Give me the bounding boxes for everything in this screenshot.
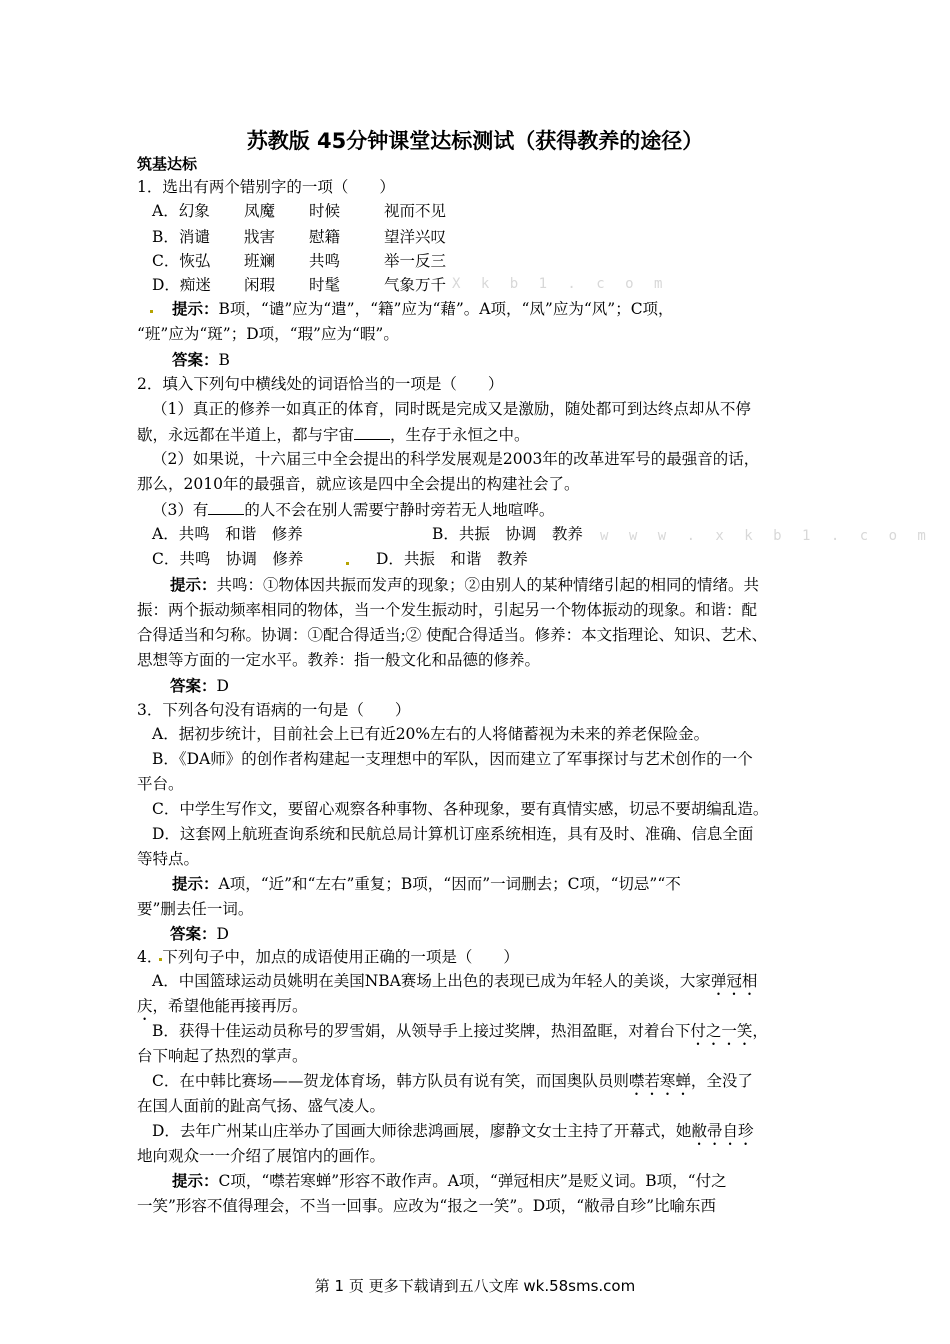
q2-sentence-3: （3）有 的人不会在别人需要宁静时旁若无人地喧哗。	[152, 498, 950, 521]
q3-stem: 3．下列各句没有语病的一句是（ ）	[137, 701, 411, 719]
watermark: w w w . x k b 1 . c o m	[600, 528, 932, 544]
q1-answer: 答案：B	[172, 351, 230, 369]
q1-stem: 1．选出有两个错别字的一项（ ）	[137, 178, 395, 196]
q2-hint-cont-3: 思想等方面的一定水平。教养：指一般文化和品德的修养。	[137, 651, 541, 669]
q2-option-b: B．共振 协调 教养	[432, 525, 583, 543]
q1-option-d: D．痴迷 闲瑕 时髦 气象万千	[152, 276, 447, 294]
q4-option-b: B．获得十佳运动员称号的罗雪娟，从领导手上接过奖牌，热泪盈眶，对着台下付之一笑，	[152, 1022, 768, 1040]
q3-option-d: D．这套网上航班查询系统和民航总局计算机订座系统相连，具有及时、准确、信息全面	[152, 825, 754, 843]
q3-hint-cont: 要”删去任一词。	[137, 900, 254, 918]
q4-option-c-cont: 在国人面前的趾高气扬、盛气凌人。	[137, 1097, 386, 1115]
q2-option-d: D．共振 和谐 教养	[376, 550, 528, 568]
page-footer: 第 1 页 更多下载请到五八文库 wk.58sms.com	[314, 1277, 636, 1295]
watermark: X k b 1 . c o m	[452, 276, 669, 292]
q2-sentence-1: （1）真正的修养一如真正的体育，同时既是完成又是激励，随处都可到达终点却从不停	[152, 400, 751, 418]
fill-blank	[208, 498, 244, 515]
q2-option-a: A．共鸣 和谐 修养	[152, 525, 303, 543]
q3-answer: 答案：D	[170, 925, 229, 943]
q1-hint-cont: “班”应为“斑”；D项，“瑕”应为“暇”。	[137, 325, 399, 343]
q4-option-a: A．中国篮球运动员姚明在美国NBA赛场上出色的表现已成为年轻人的美谈，大家弹冠相	[152, 972, 758, 990]
q3-option-d-cont: 等特点。	[137, 850, 200, 868]
q4-option-d-cont: 地向观众一一介绍了展馆内的画作。	[137, 1147, 386, 1165]
q3-option-b-cont: 平台。	[137, 775, 184, 793]
q3-option-a: A．据初步统计，目前社会上已有近20%左右的人将储蓄视为未来的养老保险金。	[152, 725, 710, 743]
q2-hint-cont-2: 合得适当和匀称。协调：①配合得适当;② 使配合得适当。修养：本文指理论、知识、艺术、	[137, 626, 768, 644]
q3-option-c: C．中学生写作文，要留心观察各种事物、各种现象，要有真情实感，切忌不要胡编乱造。	[152, 800, 769, 818]
q2-hint-cont-1: 振：两个振动频率相同的物体，当一个发生振动时，引起另一个物体振动的现象。和谐：配	[137, 601, 758, 619]
q2-answer: 答案：D	[170, 677, 229, 695]
q2-hint: 提示：共鸣：①物体因共振而发声的现象；②由别人的某种情绪引起的相同的情绪。共	[170, 576, 760, 594]
q2-sentence-2: （2）如果说，十六届三中全会提出的科学发展观是2003年的改革进军号的最强音的话，	[152, 450, 760, 468]
q2-sentence-2-cont: 那么，2010年的最强音，就应该是四中全会提出的构建社会了。	[137, 475, 580, 493]
fill-blank	[354, 423, 390, 440]
q4-option-c: C．在中韩比赛场——贺龙体育场，韩方队员有说有笑，而国奥队员则噤若寒蝉，全没了	[152, 1072, 753, 1090]
document-title: 苏教版 45分钟课堂达标测试（获得教养的途径）	[246, 129, 704, 153]
dot-mark	[150, 310, 153, 313]
q4-option-d: D．去年广州某山庄举办了国画大师徐悲鸿画展，廖静文女士主持了开幕式，她敝帚自珍	[152, 1122, 754, 1140]
q3-option-b: B．《DA师》的创作者构建起一支理想中的军队，因而建立了军事探讨与艺术创作的一个	[152, 750, 753, 768]
q1-option-c: C．恢弘 班斓 共鸣 举一反三	[152, 252, 447, 270]
q4-stem: 4．下列句子中，加点的成语使用正确的一项是（ ）	[137, 948, 519, 966]
q1-option-b: B．消谴 戕害 慰籍 望洋兴叹	[152, 228, 447, 246]
q2-option-c: C．共鸣 协调 修养	[152, 550, 304, 568]
q4-hint-cont: 一笑”形容不值得理会，不当一回事。应改为“报之一笑”。D项，“敝帚自珍”比喻东西	[137, 1197, 717, 1215]
q3-hint: 提示：A项，“近”和“左右”重复；B项，“因而”一词删去；C项，“切忌”“不	[172, 875, 681, 893]
q4-option-b-cont: 台下响起了热烈的掌声。	[137, 1047, 308, 1065]
q4-hint: 提示：C项，“噤若寒蝉”形容不敢作声。A项，“弹冠相庆”是贬义词。B项，“付之	[172, 1172, 727, 1190]
q2-sentence-1-cont: 歇，永远都在半道上，都与宇宙 ，生存于永恒之中。	[137, 423, 950, 446]
section-heading: 筑基达标	[137, 155, 198, 173]
q1-hint: 提示：B项，“谴”应为“遣”，“籍”应为“藉”。A项，“凤”应为“风”；C项，	[172, 300, 674, 318]
q4-option-a-cont: 庆，希望他能再接再厉。	[137, 997, 308, 1015]
dot-mark	[346, 562, 349, 565]
q2-stem: 2．填入下列句中横线处的词语恰当的一项是（ ）	[137, 375, 504, 393]
q1-option-a: A．幻象 凤魔 时候 视而不见	[152, 202, 447, 220]
